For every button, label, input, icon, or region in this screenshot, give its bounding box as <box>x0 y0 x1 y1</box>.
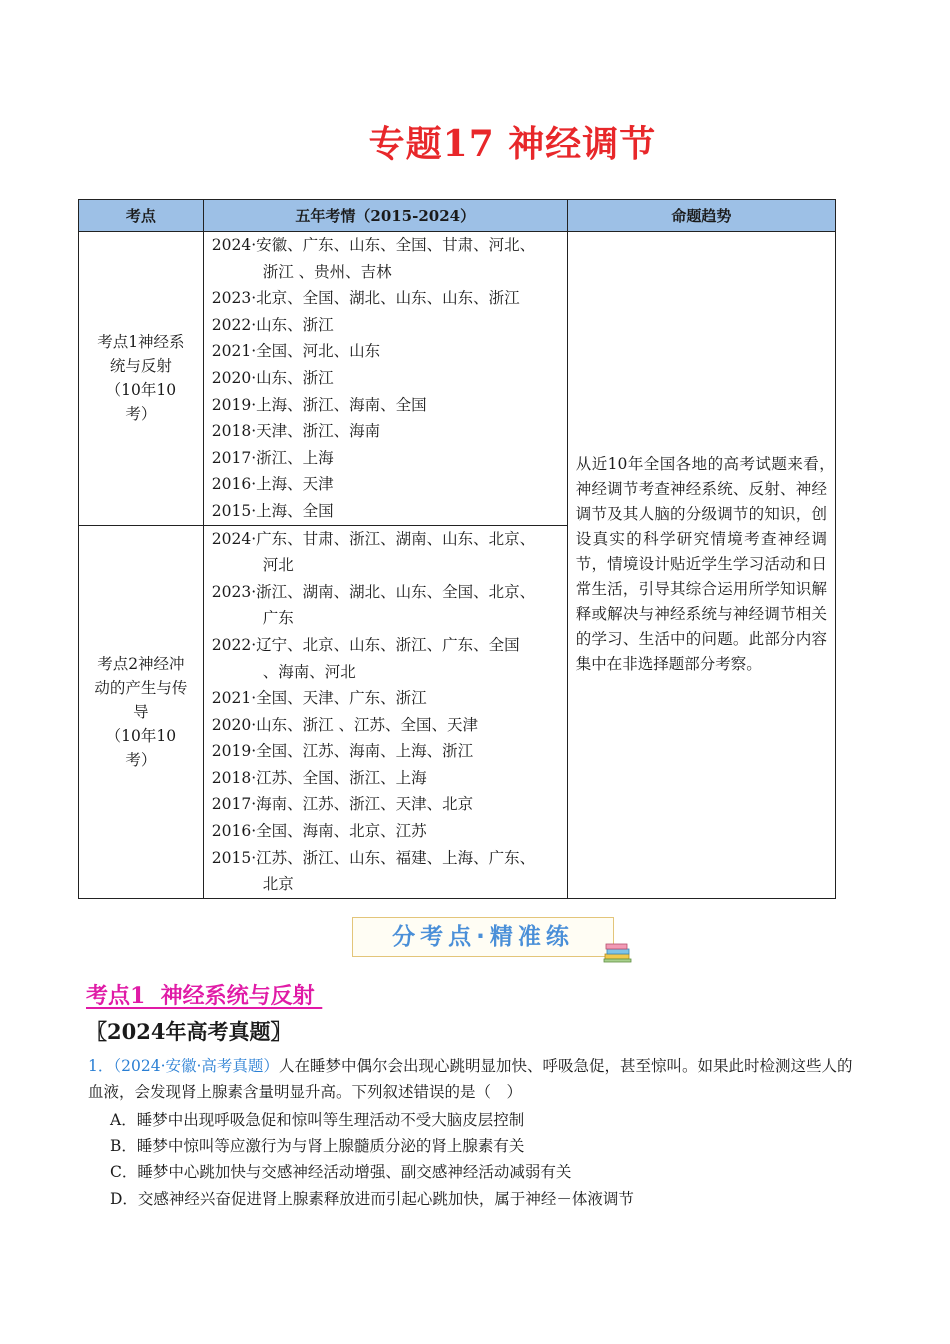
year-entry: 2021·全国、河北、山东 <box>211 342 381 361</box>
point-text-line: 动的产生与传 <box>94 678 188 697</box>
option-a: A．睡梦中出现呼吸急促和惊叫等生理活动不受大脑皮层控制 <box>110 1111 525 1129</box>
banner-label: 分考点·精准练 <box>392 924 574 950</box>
year-entry: 2017·海南、江苏、浙江、天津、北京 <box>211 795 474 814</box>
year-entry: 2024·广东、甘肃、浙江、湖南、山东、北京、 <box>211 529 536 548</box>
books-icon <box>603 940 633 964</box>
year-entry: 2019·上海、浙江、海南、全国 <box>211 395 427 414</box>
year-entry: 2020·山东、浙江 <box>211 368 334 387</box>
subsection-title: 〖2024年高考真题〗 <box>86 1019 292 1044</box>
year-entry: 2016·上海、天津 <box>211 475 334 494</box>
year-entry: 2024·安徽、广东、山东、全国、甘肃、河北、 <box>211 236 536 254</box>
option-b: B．睡梦中惊叫等应激行为与肾上腺髓质分泌的肾上腺素有关 <box>110 1137 525 1155</box>
table-header-row <box>79 200 836 232</box>
trend-cell: 从近10年全国各地的高考试题来看， 神经调节考查神经系统、反射、神经调节及其人脑的分级调节的知识，创设真实的科学研究情境考查神经调节，情境设计贴近学生学习活动和日常生活，引导其综合运用所学知识解释或解决与神经系统与神经调节相关的学习、生活中的问题。此部分内容集中在非选择题部分考察。 <box>567 232 835 899</box>
header-trend: 命题趋势 <box>567 200 835 232</box>
point-text-line: （10年10 <box>105 381 177 400</box>
year-entry: 2023·浙江、湖南、湖北、山东、全国、北京、 <box>211 582 536 601</box>
option-d: D．交感神经兴奋促进肾上腺素释放进而引起心跳加快，属于神经－体液调节 <box>110 1190 634 1208</box>
exam-point-cell <box>79 232 204 526</box>
year-entry-continued: 浙江 、贵州、吉林 <box>262 262 392 281</box>
year-entry-continued: 北京 <box>262 875 294 894</box>
year-entry: 2019·全国、江苏、海南、上海、浙江 <box>211 742 474 761</box>
year-entry: 2022·辽宁、北京、山东、浙江、广东、全国 <box>211 635 520 654</box>
practice-banner <box>352 917 614 957</box>
year-entry: 2017·浙江、上海 <box>211 448 334 467</box>
section-title: 考点1 神经系统与反射 <box>86 983 323 1009</box>
header-history: 五年考情（2015-2024） <box>203 200 567 232</box>
point-text-line: （10年10 <box>105 726 177 745</box>
point-text-line: 考点2神经冲 <box>97 654 185 673</box>
question-source: （2024·安徽·高考真题） <box>113 1057 279 1075</box>
table-row <box>79 232 836 526</box>
year-entry: 2018·天津、浙江、海南 <box>211 422 381 441</box>
year-entry: 2021·全国、天津、广东、浙江 <box>211 689 427 708</box>
year-entry: 2018·江苏、全国、浙江、上海 <box>211 768 427 787</box>
point-text-line: 导 <box>133 702 149 721</box>
header-point: 考点 <box>79 200 204 232</box>
history-cell <box>203 525 567 898</box>
year-entry: 2020·山东、浙江 、江苏、全国、天津 <box>211 715 479 734</box>
year-entry: 2015·上海、全国 <box>211 501 334 520</box>
question-number: 1． <box>88 1057 114 1075</box>
year-entry-continued: 河北 <box>262 556 294 575</box>
year-entry: 2016·全国、海南、北京、江苏 <box>211 822 427 841</box>
history-cell <box>203 232 567 526</box>
exam-point-cell <box>79 525 204 898</box>
question-stem <box>88 1053 862 1105</box>
option-c: C．睡梦中心跳加快与交感神经活动增强、副交感神经活动减弱有关 <box>110 1163 572 1181</box>
year-entry: 2015·江苏、浙江、山东、福建、上海、广东、 <box>211 848 536 867</box>
exam-overview-table <box>78 199 843 899</box>
year-entry: 2023·北京、全国、湖北、山东、山东、浙江 <box>211 289 520 308</box>
point-text-line: 考） <box>125 750 157 769</box>
page-title: 专题17 神经调节 <box>368 123 657 165</box>
year-entry-continued: 、海南、河北 <box>262 662 356 681</box>
point-text-line: 考点1神经系 <box>97 333 185 352</box>
year-entry: 2022·山东、浙江 <box>211 315 334 334</box>
year-entry-continued: 广东 <box>262 609 294 628</box>
question-text: 人在睡梦中偶尔会出现心跳明显加快、呼吸急促，甚至惊叫。如果此时检测这些人的血液，会发现肾上腺素含量明显升高。下列叙述错误的是（ ） <box>88 1057 853 1101</box>
point-text-line: 统与反射 <box>109 357 172 376</box>
point-text-line: 考） <box>125 405 157 424</box>
